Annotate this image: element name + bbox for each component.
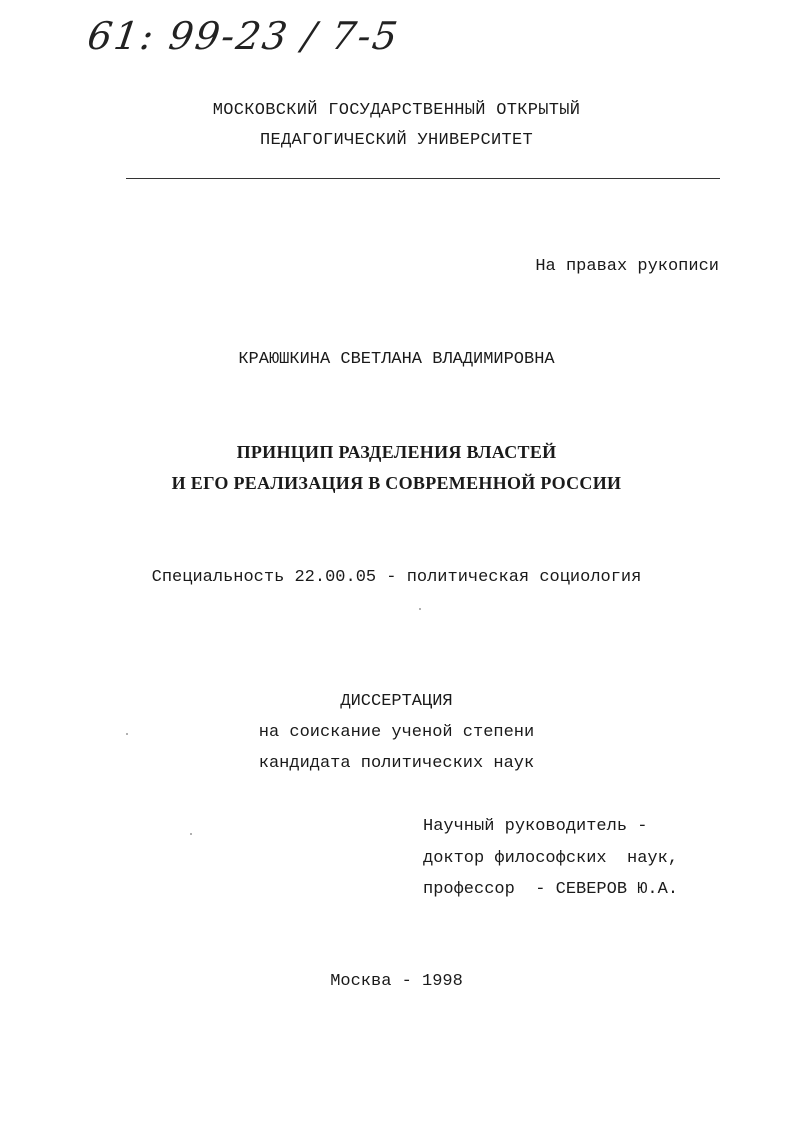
institution-line-1: МОСКОВСКИЙ ГОСУДАРСТВЕННЫЙ ОТКРЫТЫЙ bbox=[212, 101, 581, 120]
scan-speck bbox=[190, 833, 192, 835]
specialty-line: Специальность 22.00.05 - политическая социология bbox=[151, 568, 642, 587]
degree-line-2: кандидата политических наук bbox=[258, 754, 535, 773]
scan-speck bbox=[126, 733, 128, 735]
rights-note: На правах рукописи bbox=[535, 257, 719, 276]
author-name: КРАЮШКИНА СВЕТЛАНА ВЛАДИМИРОВНА bbox=[238, 350, 555, 369]
degree-line-1: на соискание ученой степени bbox=[258, 723, 535, 742]
institution-line-2: ПЕДАГОГИЧЕСКИЙ УНИВЕРСИТЕТ bbox=[259, 131, 534, 150]
archive-code-handwritten: 61: 99-23 / 7-5 bbox=[84, 14, 403, 58]
header-divider bbox=[126, 178, 720, 179]
dissertation-heading: ДИССЕРТАЦИЯ bbox=[340, 692, 453, 711]
supervisor-line-1: Научный руководитель - bbox=[423, 817, 648, 836]
supervisor-line-2: доктор философских наук, bbox=[423, 849, 679, 868]
dissertation-title-line-2: И ЕГО РЕАЛИЗАЦИЯ В СОВРЕМЕННОЙ РОССИИ bbox=[171, 473, 622, 493]
dissertation-title-line-1: ПРИНЦИП РАЗДЕЛЕНИЯ ВЛАСТЕЙ bbox=[236, 442, 557, 462]
scan-speck bbox=[419, 608, 421, 610]
place-and-year: Москва - 1998 bbox=[330, 972, 463, 991]
supervisor-line-3: профессор - СЕВЕРОВ Ю.А. bbox=[423, 880, 679, 899]
